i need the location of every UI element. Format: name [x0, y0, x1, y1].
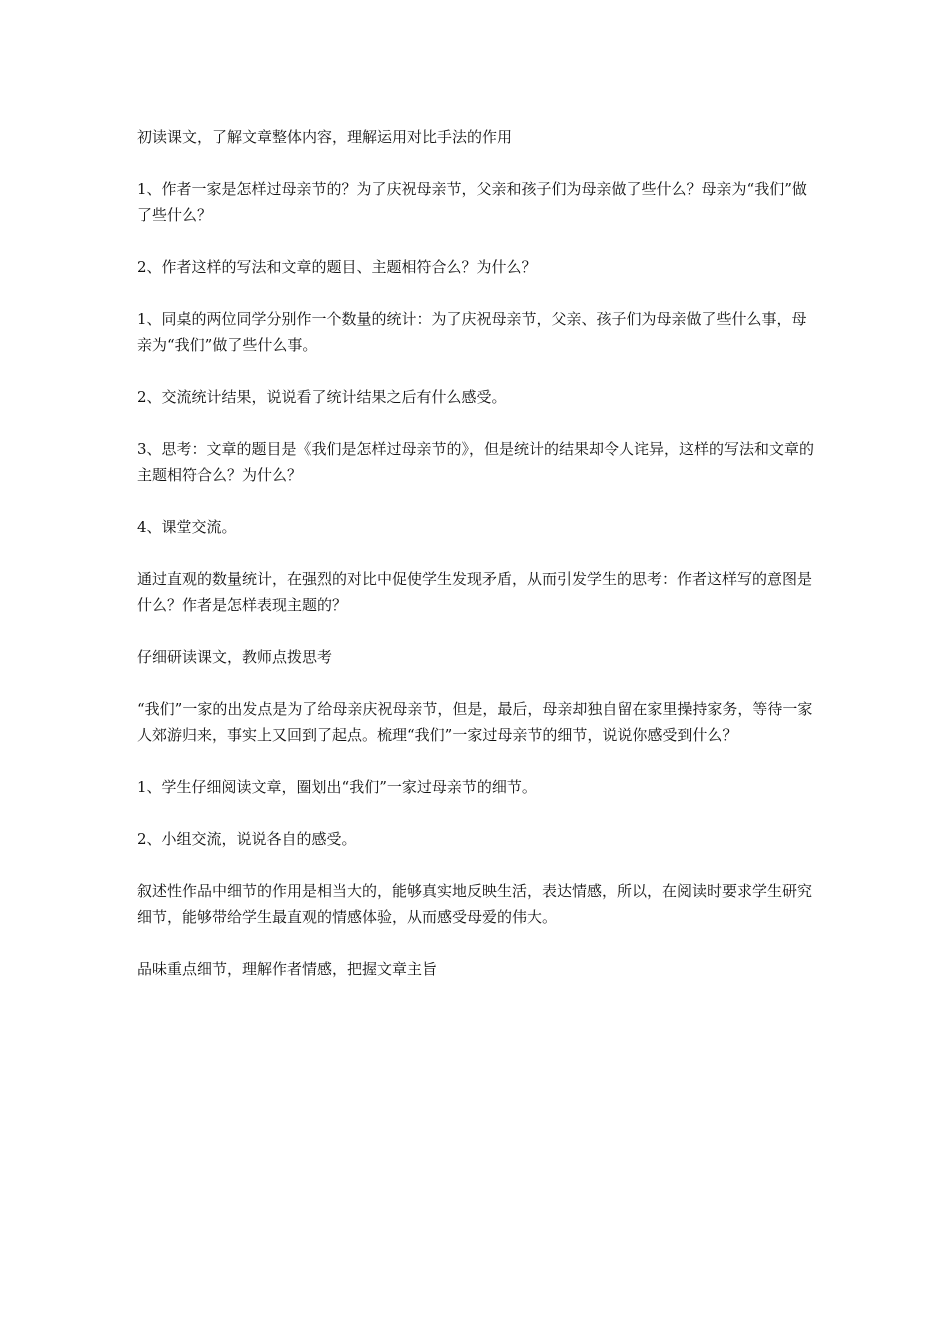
- guiding-question: “我们”一家的出发点是为了给母亲庆祝母亲节，但是，最后，母亲却独自留在家里操持家务，等待一家人郊游归来，事实上又回到了起点。梳理“我们”一家过母亲节的细节，说说你感受到什么？: [137, 700, 813, 744]
- design-rationale-2: 叙述性作品中细节的作用是相当大的，能够真实地反映生活，表达情感，所以，在阅读时要求学生研究细节，能够带给学生最直观的情感体验，从而感受母爱的伟大。: [137, 882, 813, 926]
- section-heading-first-reading: 初读课文，了解文章整体内容，理解运用对比手法的作用: [137, 128, 513, 146]
- task-step-1: 1、学生仔细阅读文章，圈划出“我们”一家过母亲节的细节。: [137, 778, 537, 796]
- question-2: 2、作者这样的写法和文章的题目、主题相符合么？为什么？: [137, 258, 537, 276]
- section-heading-key-details: 品味重点细节，理解作者情感，把握文章主旨: [137, 960, 438, 978]
- activity-step-1: 1、同桌的两位同学分别作一个数量的统计：为了庆祝母亲节，父亲、孩子们为母亲做了些什么事，母亲为“我们”做了些什么事。: [137, 310, 807, 354]
- activity-step-3: 3、思考：文章的题目是《我们是怎样过母亲节的》，但是统计的结果却令人诧异，这样的写法和文章的主题相符合么？为什么？: [137, 440, 815, 484]
- question-1: 1、作者一家是怎样过母亲节的？为了庆祝母亲节，父亲和孩子们为母亲做了些什么？母亲为“我们”做了些什么？: [137, 180, 807, 224]
- design-rationale-1: 通过直观的数量统计，在强烈的对比中促使学生发现矛盾，从而引发学生的思考：作者这样写的意图是什么？作者是怎样表现主题的？: [137, 570, 813, 614]
- task-step-2: 2、小组交流，说说各自的感受。: [137, 830, 357, 848]
- document-page: [137, 124, 817, 1008]
- activity-step-4: 4、课堂交流。: [137, 518, 237, 536]
- activity-step-2: 2、交流统计结果，说说看了统计结果之后有什么感受。: [137, 388, 507, 406]
- section-heading-close-reading: 仔细研读课文，教师点拨思考: [137, 648, 333, 666]
